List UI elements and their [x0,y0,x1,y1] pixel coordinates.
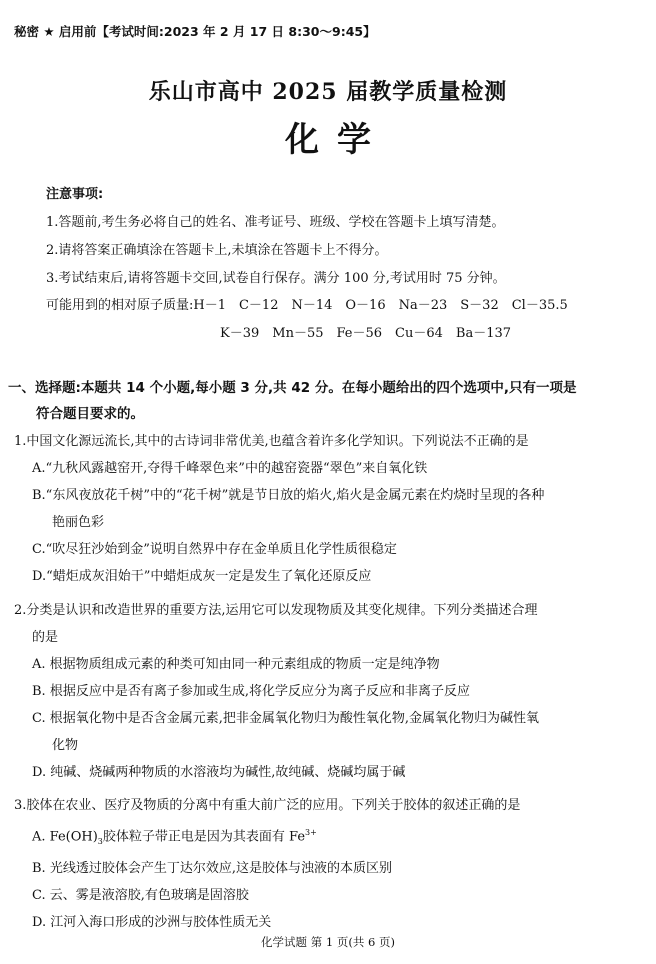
notice-title: 注意事项: [46,187,104,202]
question-2-stem-cont: 的是 [32,630,59,645]
question-1-option-a: A.“九秋风露越窑开,夺得千峰翠色来”中的越窑瓷器“翠色”来自氧化铁 [32,461,428,476]
notice-item-2: 2.请将答案正确填涂在答题卡上,未填涂在答题卡上不得分。 [46,243,388,258]
question-2 [14,597,642,786]
question-1-option-d: D.“蜡炬成灰泪始干”中蜡炬成灰一定是发生了氧化还原反应 [32,569,372,584]
notice-item-3: 3.考试结束后,请将答题卡交回,试卷自行保存。满分 100 分,考试用时 75 分钟。 [46,271,506,286]
question-1-option-b: B.“东风夜放花千树”中的“花千树”就是节日放的焰火,焰火是金属元素在灼烧时呈现的各种 [32,488,545,503]
question-1-stem: 1.中国文化源远流长,其中的古诗词非常优美,也蕴含着许多化学知识。下列说法不正确的是 [14,434,529,449]
section-heading [8,375,648,427]
notice-item-1: 1.答题前,考生务必将自己的姓名、准考证号、班级、学校在答题卡上填写清楚。 [46,215,505,230]
question-3-option-a-subscript: 3 [97,836,103,846]
section-heading-line-2: 符合题目要求的。 [36,406,144,422]
subject-title: 化学 [285,120,389,160]
page-footer: 化学试题 第 1 页(共 6 页) [261,935,395,949]
question-3-option-c: C. 云、雾是液溶胶,有色玻璃是固溶胶 [32,887,249,903]
question-2-option-c: C. 根据氧化物中是否含金属元素,把非金属氧化物归为酸性氧化物,金属氧化物归为碱性氧 [32,711,540,726]
question-1-option-c: C.“吹尽狂沙始到金”说明自然界中存在金单质且化学性质很稳定 [32,542,397,557]
question-2-stem: 2.分类是认识和改造世界的重要方法,运用它可以发现物质及其变化规律。下列分类描述合理 [14,603,538,618]
question-3-option-a-text: 胶体粒子带正电是因为其表面有 Fe [102,829,306,845]
exam-header: 秘密 ★ 启用前【考试时间:2023 年 2 月 17 日 8:30～9:45】 [14,24,376,39]
question-1 [14,428,642,590]
question-3 [14,792,642,936]
question-3-option-d: D. 江河入海口形成的沙洲与胶体性质无关 [32,914,272,930]
question-3-option-b: B. 光线透过胶体会产生丁达尔效应,这是胶体与浊液的本质区别 [32,860,392,876]
question-3-option-a-superscript: 3+ [305,828,317,837]
atomic-masses-line-2: K－39 Mn－55 Fe－56 Cu－64 Ba－137 [220,326,512,341]
question-2-option-c-cont: 化物 [52,738,79,753]
exam-title: 乐山市高中 2025 届教学质量检测 [148,79,508,105]
question-2-option-b: B. 根据反应中是否有离子参加或生成,将化学反应分为离子反应和非离子反应 [32,684,470,699]
question-3-option-a-prefix: A. Fe(OH) [32,829,98,845]
question-2-option-a: A. 根据物质组成元素的种类可知由同一种元素组成的物质一定是纯净物 [32,657,440,672]
question-2-option-d: D. 纯碱、烧碱两种物质的水溶液均为碱性,故纯碱、烧碱均属于碱 [32,765,406,780]
question-3-stem: 3.胶体在农业、医疗及物质的分离中有重大前广泛的应用。下列关于胶体的叙述正确的是 [14,798,521,813]
section-heading-line-1: 一、选择题:本题共 14 个小题,每小题 3 分,共 42 分。在每小题给出的四个选项中,只有一项是 [8,380,577,396]
question-3-option-a [14,819,642,855]
atomic-masses-line-1: 可能用到的相对原子质量:H－1 C－12 N－14 O－16 Na－23 S－32 Cl－35.5 [46,298,568,313]
question-1-option-b-cont: 艳丽色彩 [52,515,105,530]
